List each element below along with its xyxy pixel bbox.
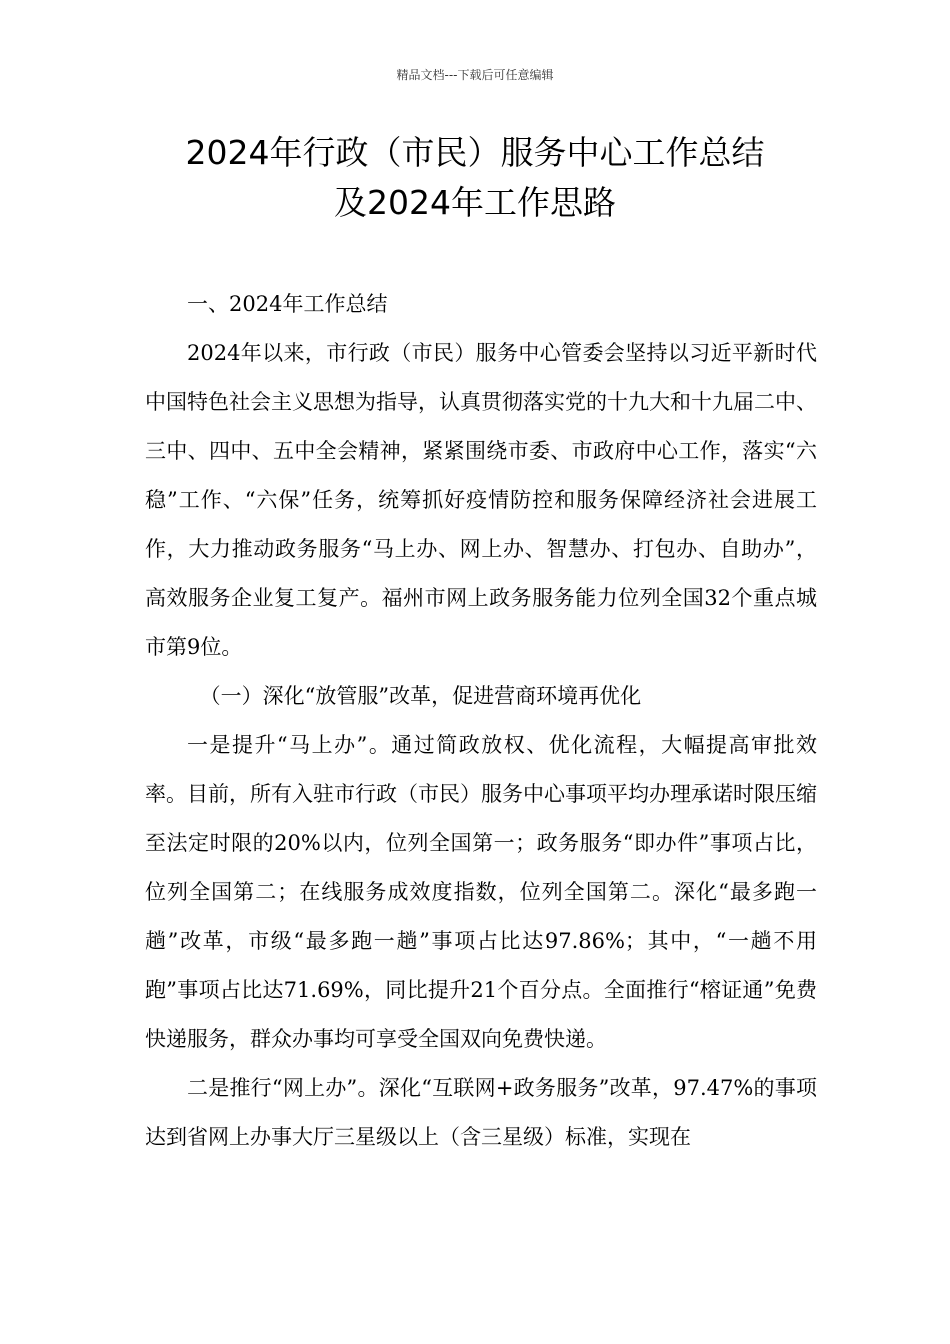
- document-title: [0, 128, 950, 228]
- document-body: [145, 280, 817, 1162]
- subsection-heading: （一）深化“放管服”改革，促进营商环境再优化: [199, 684, 642, 708]
- document-title-line-1: 2024年行政（市民）服务中心工作总结: [185, 133, 765, 172]
- section-heading: 一、2024年工作总结: [187, 292, 388, 316]
- body-paragraph: 2024年以来，市行政（市民）服务中心管委会坚持以习近平新时代中国特色社会主义思想为指导，认真贯彻落实党的十九大和十九届二中、三中、四中、五中全会精神，紧紧围绕市委、市政府中心工作，落实“六稳”工作、“六保”任务，统筹抓好疫情防控和服务保障经济社会进展工作，大力推动政务服务“马上办、网上办、智慧办、打包办、自助办”，高效服务企业复工复产。福州市网上政务服务能力位列全国32个重点城市第9位。: [145, 341, 817, 659]
- document-title-line-2: 及2024年工作思路: [334, 183, 616, 222]
- page-header-note: 精品文档---下载后可任意编辑: [396, 68, 554, 82]
- body-paragraph: 二是推行“网上办”。深化“互联网+政务服务”改革，97.47%的事项达到省网上办事大厅三星级以上（含三星级）标准，实现在: [145, 1076, 817, 1149]
- body-paragraph: 一是提升“马上办”。通过简政放权、优化流程，大幅提高审批效率。目前，所有入驻市行政（市民）服务中心事项平均办理承诺时限压缩至法定时限的20%以内，位列全国第一；政务服务“即办件”事项占比，位列全国第二；在线服务成效度指数，位列全国第二。深化“最多跑一趟”改革，市级“最多跑一趟”事项占比达97.86%；其中，“一趟不用跑”事项占比达71.69%，同比提升21个百分点。全面推行“榕证通”免费快递服务，群众办事均可享受全国双向免费快递。: [145, 733, 817, 1051]
